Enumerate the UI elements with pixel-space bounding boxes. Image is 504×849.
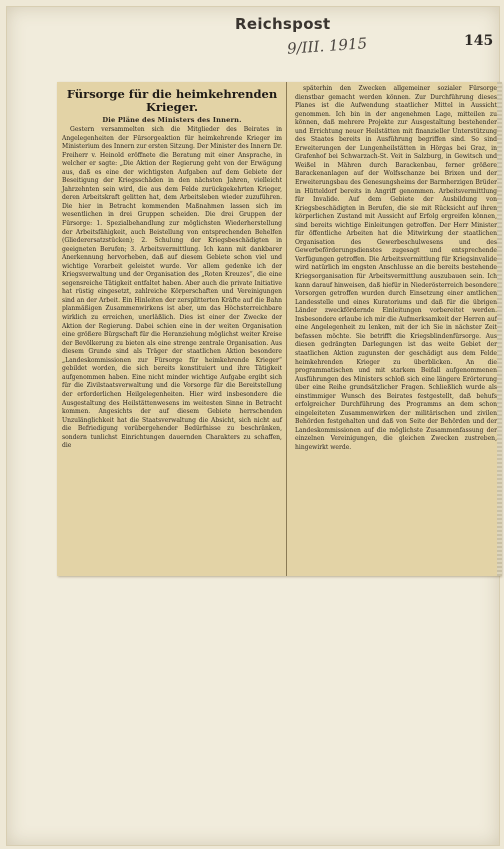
article-headline: Fürsorge für die heimkehrenden Krieger. (66, 87, 278, 114)
article-column-right (290, 82, 501, 576)
newspaper-clipping (57, 82, 501, 576)
clipping-edge (497, 82, 502, 576)
handwritten-date: 9/III. 1915 (286, 34, 368, 58)
article-subhead: Die Pläne des Ministers des Innern. (102, 116, 242, 124)
page-number: 145 (464, 33, 494, 49)
article-body-right: späterhin den Zwecken allgemeiner sozialer Fürsorge dienstbar gemacht werden können. Zur Durchführung dieses Planes ist die Aufwendung staatlicher Mittel in Aussicht genommen. Ich bin in der angenehmen Lage, mitteilen zu können, daß mehrere Projekte zur Ausgestaltung bestehender und Errichtung neuer Heilstätten mit finanzieller Unterstützung des Staates bereits in Ausführung begriffen sind. So sind Erweiterungen der Lungenheilstätten in Hörgas bei Graz, in Grafenhof bei Schwarzach-St. Veit in Salzburg, in Gewitsch und Weißel in Mähren durch Barackenbau, ferner größere Barackenanlagen auf der Wolfsschanze bei Brixen und der Erweiterungsbau des Genesungsheims der Barmherzigen Brüder in Hütteldorf bereits in Angriff genommen. Arbeitsvermittlung für Invalide. Auf dem Gebiete der Ausbildung von Kriegsbeschädigten in Berufen, die sie mit Rücksicht auf ihren körperlichen Zustand mit Aussicht auf Erfolg ergreifen können, sind bereits wichtige Einleitungen getroffen. Der Herr Minister für öffentliche Arbeiten hat die Mitwirkung der staatlichen Organisation des Gewerbeschulwesens und des Gewerbeförderungsdienstes zugesagt und entsprechende Verfügungen getroffen. Die Arbeitsvermittlung für Kriegsinvalide wird natürlich im engsten Anschlusse an die bereits bestehende Kriegsorganisation für Arbeitsvermittlung auszubauen sein. Ich kann darauf hinweisen, daß hiefür in Niederösterreich besondere Vorsorgen getroffen wurden durch Einsetzung einer amtlichen Landesstelle und eines Kuratoriums und daß für die übrigen Länder zweckfördernde Einleitungen vorbereitet werden. Insbesondere erlaube ich mir die Aufmerksamkeit der Herren auf eine Angelegenheit zu lenken, mit der ich Sie in nächster Zeit befassen möchte. Sie betrifft die Kriegsblindenfürsorge. Aus diesen gedrängten Darlegungen ist das weite Gebiet der staatlichen Aktion zugunsten der geschädigt aus dem Felde heimkehrenden Krieger zu überblicken. An die programmatischen und mit starkem Beifall aufgenommenen Ausführungen des Ministers schloß sich eine längere Erörterung über eine Reihe grundsätzlicher Fragen. Schließlich wurde als einstimmiger Wunsch des Beirates festgestellt, daß behufs erfolgreicher Durchführung des Programms an dem schon eingeleiteten Zusammenwirken der militärischen und zivilen Behörden festgehalten und daß von Seite der Behörden und der Landeskommissionen auf die möglichste Zusammenfassung der einzelnen Vereinigungen, die gleichen Zwecken zustreben, hingewirkt werde. (295, 85, 497, 451)
publication-title: Reichspost (235, 15, 331, 33)
article-column-left (57, 82, 287, 576)
article-body-left: Gestern versammelten sich die Mitglieder des Beirates in Angelegenheiten der Fürsorgeaktion für heimkehrende Krieger im Ministerium des Innern zur ersten Sitzung. Der Minister des Innern Dr. Freiherr v. Heinold eröffnete die Beratung mit einer Ansprache, in welcher er sagte: „Die Aktion der Regierung geht von der Erwägung aus, daß es eine der wichtigsten Aufgaben auf dem Gebiete der Beseitigung der Kriegsschäden in den nächsten Jahren, vielleicht Jahrzehnten sein wird, die aus dem Felde zurückgekehrten Krieger, deren Arbeitskraft gelitten hat, dem Arbeitsleben wieder zuzuführen. Die hier in Betracht kommenden Maßnahmen lassen sich im wesentlichen in drei Gruppen scheiden. Die drei Gruppen der Fürsorge: 1. Spezialbehandlung zur möglichsten Wiederherstellung der Arbeitsfähigkeit, auch Beistellung von entsprechenden Behelfen (Gliederersatzstücken); 2. Schulung der Kriegsbeschädigten in geeigneten Berufen; 3. Arbeitsvermittlung. Ich kann mit dankbarer Anerkennung hervorheben, daß auf diesem Gebiete schon viel und wichtige Vorarbeit geleistet wurde. Vor allem gedenke ich der Kriegsverwaltung und der Organisation des „Roten Kreuzes“, die eine segensreiche Tätigkeit entfaltet haben. Aber auch die private Initiative hat rüstig eingesetzt, zahlreiche Körperschaften und Vereinigungen sind an der Arbeit. Ein Hinleiten der zersplitterten Kräfte auf die Bahn planmäßigen Zusammenwirkens ist aber, um das Höchsterreichbare wirklich zu erreichen, unerläßlich. Dies ist einer der Zwecke der Aktion der Regierung. Dabei schien eine in der weiten Organisation eine größere Bürgschaft für die Heranziehung möglichst weiter Kreise der Bevölkerung zu bieten als eine strenge zentrale Organisation. Aus diesem Grunde sind als Träger der staatlichen Aktion besondere „Landeskommissionen zur Fürsorge für heimkehrende Krieger“ gebildet worden, die sich bereits konstituiert und ihre Tätigkeit aufgenommen haben. Eine nicht minder wichtige Aufgabe ergibt sich für die Zivilstaatsverwaltung und die Vorsorge für die Bereitstellung der erforderlichen Heilgelegenheiten. Hier wird insbesondere die Ausgestaltung des Heilstättenwesens im weitesten Sinne in Betracht kommen. Angesichts der auf diesem Gebiete herrschenden Unzulänglichkeit hat die Staatsverwaltung die Absicht, sich nicht auf die Befriedigung vorübergehender Bedürfnisse zu beschränken, sondern tunlichst Einrichtungen dauernden Charakters zu schaffen, die (62, 126, 282, 450)
archive-page (6, 6, 500, 846)
